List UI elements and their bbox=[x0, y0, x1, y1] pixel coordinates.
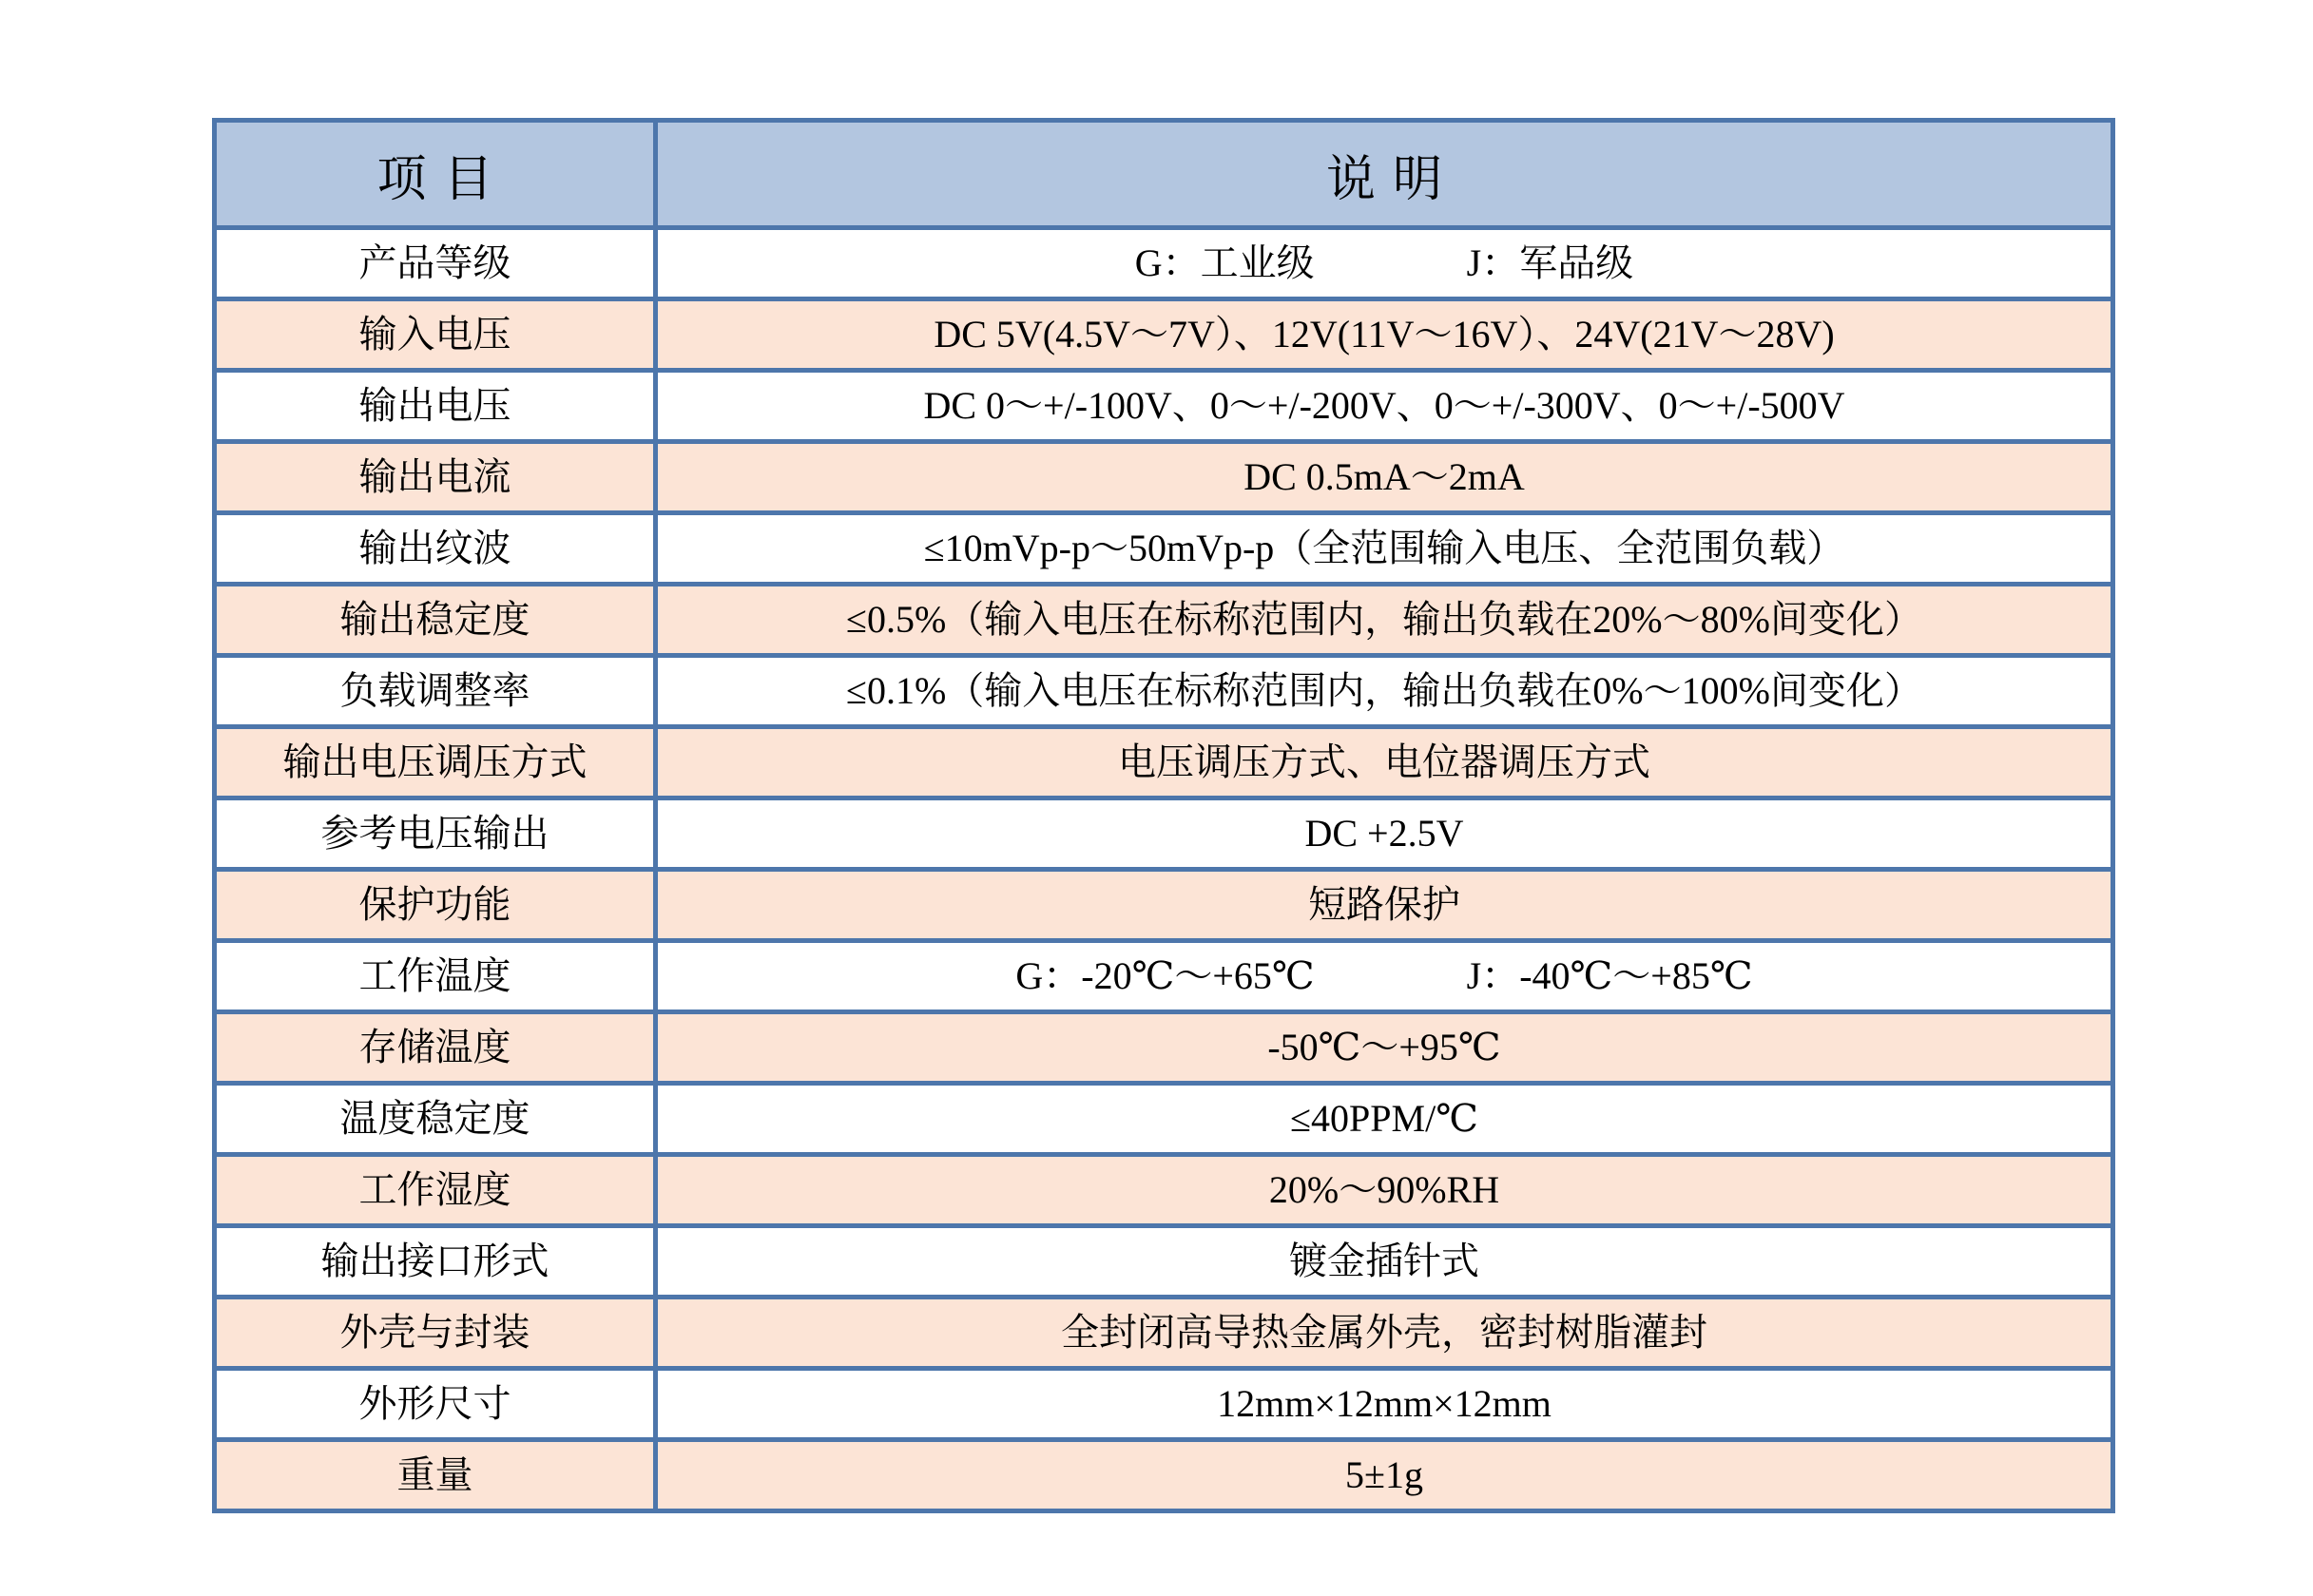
table-row bbox=[215, 727, 2113, 798]
row-value: 电压调压方式、电位器调压方式 bbox=[656, 727, 2113, 798]
table-row bbox=[215, 371, 2113, 442]
row-value: 20%～90%RH bbox=[656, 1155, 2113, 1226]
table-row bbox=[215, 513, 2113, 585]
row-label: 温度稳定度 bbox=[215, 1084, 656, 1155]
row-value: DC +2.5V bbox=[656, 798, 2113, 870]
row-label: 输出纹波 bbox=[215, 513, 656, 585]
row-label: 输出电压 bbox=[215, 371, 656, 442]
row-label: 保护功能 bbox=[215, 870, 656, 941]
table-row bbox=[215, 1440, 2113, 1511]
table-row bbox=[215, 1369, 2113, 1440]
row-label: 存储温度 bbox=[215, 1012, 656, 1084]
table-row bbox=[215, 941, 2113, 1012]
row-value: 短路保护 bbox=[656, 870, 2113, 941]
table-row bbox=[215, 1226, 2113, 1298]
row-label: 参考电压输出 bbox=[215, 798, 656, 870]
row-value: ≤10mVp-p～50mVp-p（全范围输入电压、全范围负载） bbox=[656, 513, 2113, 585]
row-value: 全封闭高导热金属外壳，密封树脂灌封 bbox=[656, 1298, 2113, 1369]
row-value: ≤40PPM/℃ bbox=[656, 1084, 2113, 1155]
row-value: DC 0～+/-100V、0～+/-200V、0～+/-300V、0～+/-500V bbox=[656, 371, 2113, 442]
row-value: DC 0.5mA～2mA bbox=[656, 442, 2113, 513]
table-row bbox=[215, 1155, 2113, 1226]
row-label: 输出电压调压方式 bbox=[215, 727, 656, 798]
header-cell-item: 项目 bbox=[215, 121, 656, 228]
table-body bbox=[215, 228, 2113, 1511]
row-value: ≤0.1%（输入电压在标称范围内，输出负载在0%～100%间变化） bbox=[656, 656, 2113, 727]
header-cell-description: 说明 bbox=[656, 121, 2113, 228]
row-value: 12mm×12mm×12mm bbox=[656, 1369, 2113, 1440]
row-label: 重量 bbox=[215, 1440, 656, 1511]
row-label: 工作湿度 bbox=[215, 1155, 656, 1226]
row-value: DC 5V(4.5V～7V）、12V(11V～16V）、24V(21V～28V) bbox=[656, 299, 2113, 371]
table-row bbox=[215, 870, 2113, 941]
row-label: 输出稳定度 bbox=[215, 585, 656, 656]
table-row bbox=[215, 1012, 2113, 1084]
row-label: 输出接口形式 bbox=[215, 1226, 656, 1298]
row-label: 输入电压 bbox=[215, 299, 656, 371]
spec-table bbox=[212, 118, 2115, 1513]
table-row bbox=[215, 299, 2113, 371]
row-value: -50℃～+95℃ bbox=[656, 1012, 2113, 1084]
row-label: 工作温度 bbox=[215, 941, 656, 1012]
row-label: 产品等级 bbox=[215, 228, 656, 299]
row-label: 负载调整率 bbox=[215, 656, 656, 727]
row-value: 镀金插针式 bbox=[656, 1226, 2113, 1298]
row-value: 5±1g bbox=[656, 1440, 2113, 1511]
table-row bbox=[215, 585, 2113, 656]
row-label: 输出电流 bbox=[215, 442, 656, 513]
table-row bbox=[215, 1084, 2113, 1155]
row-label: 外形尺寸 bbox=[215, 1369, 656, 1440]
header-row bbox=[215, 121, 2113, 228]
row-value: G：-20℃～+65℃ J：-40℃～+85℃ bbox=[656, 941, 2113, 1012]
row-value: ≤0.5%（输入电压在标称范围内，输出负载在20%～80%间变化） bbox=[656, 585, 2113, 656]
table-row bbox=[215, 442, 2113, 513]
table-row bbox=[215, 1298, 2113, 1369]
row-value: G：工业级 J：军品级 bbox=[656, 228, 2113, 299]
table-row bbox=[215, 656, 2113, 727]
table-row bbox=[215, 228, 2113, 299]
table-row bbox=[215, 798, 2113, 870]
row-label: 外壳与封装 bbox=[215, 1298, 656, 1369]
